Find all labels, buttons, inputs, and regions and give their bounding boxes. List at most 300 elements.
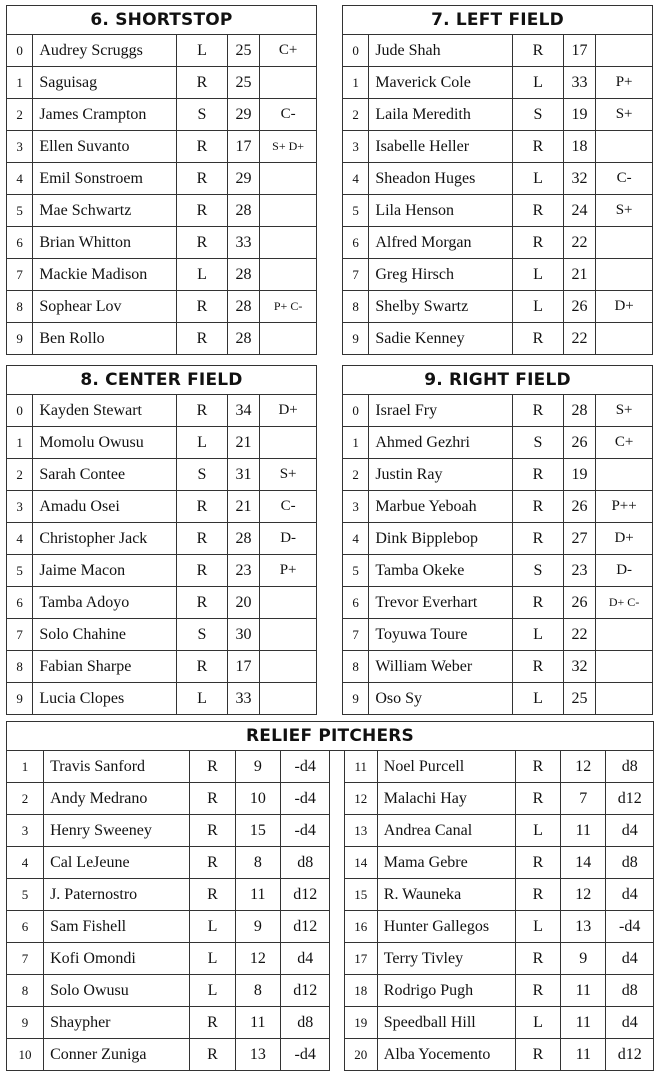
player-row bbox=[343, 227, 653, 259]
player-name: Amadu Osei bbox=[33, 491, 177, 523]
player-age: 33 bbox=[227, 683, 259, 715]
player-name: Jaime Macon bbox=[33, 555, 177, 587]
player-number: 0 bbox=[343, 35, 369, 67]
player-grade bbox=[596, 227, 653, 259]
player-number: 3 bbox=[7, 131, 33, 163]
player-age: 22 bbox=[563, 227, 595, 259]
pitcher-die: d12 bbox=[280, 879, 329, 911]
pitcher-hand: R bbox=[515, 751, 560, 783]
player-name: Tamba Adoyo bbox=[33, 587, 177, 619]
player-grade bbox=[596, 131, 653, 163]
pitcher-hand: L bbox=[190, 975, 235, 1007]
pitcher-row bbox=[7, 975, 654, 1007]
player-grade bbox=[260, 619, 317, 651]
pitcher-hand: R bbox=[515, 975, 560, 1007]
player-grade bbox=[260, 323, 317, 355]
pitcher-value: 11 bbox=[235, 879, 280, 911]
player-name: Trevor Everhart bbox=[369, 587, 513, 619]
player-age: 25 bbox=[227, 35, 259, 67]
player-age: 26 bbox=[563, 491, 595, 523]
player-row bbox=[7, 131, 317, 163]
pitcher-name: Shaypher bbox=[44, 1007, 190, 1039]
player-number: 8 bbox=[7, 651, 33, 683]
player-grade bbox=[596, 683, 653, 715]
player-number: 0 bbox=[7, 395, 33, 427]
pitcher-name: Conner Zuniga bbox=[44, 1039, 190, 1071]
player-grade: S+ D+ bbox=[260, 131, 317, 163]
pitcher-die: d4 bbox=[606, 943, 654, 975]
column-gap bbox=[330, 847, 344, 879]
player-number: 5 bbox=[7, 195, 33, 227]
pitcher-number: 6 bbox=[7, 911, 44, 943]
player-grade: C- bbox=[260, 99, 317, 131]
player-grade: D- bbox=[260, 523, 317, 555]
player-row bbox=[7, 195, 317, 227]
player-number: 8 bbox=[343, 291, 369, 323]
pitcher-name: Speedball Hill bbox=[377, 1007, 515, 1039]
player-number: 5 bbox=[7, 555, 33, 587]
player-row bbox=[7, 67, 317, 99]
player-number: 9 bbox=[7, 683, 33, 715]
player-hand: S bbox=[513, 555, 564, 587]
player-row bbox=[7, 459, 317, 491]
player-name: Sheadon Huges bbox=[369, 163, 513, 195]
pitcher-hand: R bbox=[190, 847, 235, 879]
pitcher-die: -d4 bbox=[606, 911, 654, 943]
player-number: 4 bbox=[7, 163, 33, 195]
pitcher-number: 9 bbox=[7, 1007, 44, 1039]
player-hand: R bbox=[177, 395, 228, 427]
player-number: 3 bbox=[343, 491, 369, 523]
pitcher-hand: R bbox=[190, 879, 235, 911]
player-age: 34 bbox=[227, 395, 259, 427]
player-row bbox=[343, 651, 653, 683]
player-hand: L bbox=[177, 427, 228, 459]
player-number: 6 bbox=[7, 227, 33, 259]
player-age: 19 bbox=[563, 459, 595, 491]
player-name: Mae Schwartz bbox=[33, 195, 177, 227]
player-number: 1 bbox=[343, 427, 369, 459]
pitcher-value: 11 bbox=[561, 975, 606, 1007]
column-gap bbox=[330, 1039, 344, 1071]
player-grade bbox=[596, 619, 653, 651]
player-number: 0 bbox=[343, 395, 369, 427]
player-grade bbox=[596, 259, 653, 291]
player-age: 33 bbox=[227, 227, 259, 259]
pitcher-name: J. Paternostro bbox=[44, 879, 190, 911]
player-hand: R bbox=[177, 131, 228, 163]
player-number: 1 bbox=[343, 67, 369, 99]
relief-title: RELIEF PITCHERS bbox=[7, 722, 654, 751]
pitcher-number: 10 bbox=[7, 1039, 44, 1071]
player-age: 28 bbox=[227, 323, 259, 355]
pitcher-die: d8 bbox=[606, 751, 654, 783]
pitcher-hand: R bbox=[190, 1039, 235, 1071]
pitcher-value: 8 bbox=[235, 975, 280, 1007]
player-hand: R bbox=[513, 523, 564, 555]
pitcher-die: d12 bbox=[280, 975, 329, 1007]
pitcher-die: d8 bbox=[606, 975, 654, 1007]
player-hand: R bbox=[513, 131, 564, 163]
player-name: William Weber bbox=[369, 651, 513, 683]
pitcher-name: R. Wauneka bbox=[377, 879, 515, 911]
pitcher-name: Solo Owusu bbox=[44, 975, 190, 1007]
player-hand: R bbox=[177, 555, 228, 587]
section-title: 6. SHORTSTOP bbox=[7, 6, 317, 35]
player-row bbox=[7, 427, 317, 459]
player-age: 28 bbox=[227, 259, 259, 291]
player-hand: R bbox=[177, 651, 228, 683]
pitcher-value: 9 bbox=[235, 751, 280, 783]
player-hand: R bbox=[177, 323, 228, 355]
player-hand: L bbox=[513, 259, 564, 291]
player-age: 25 bbox=[563, 683, 595, 715]
pitcher-number: 7 bbox=[7, 943, 44, 975]
pitcher-die: -d4 bbox=[280, 815, 329, 847]
player-hand: R bbox=[177, 195, 228, 227]
player-row bbox=[343, 99, 653, 131]
player-hand: S bbox=[177, 99, 228, 131]
player-name: Dink Bipplebop bbox=[369, 523, 513, 555]
pitcher-number: 16 bbox=[344, 911, 377, 943]
player-grade bbox=[260, 259, 317, 291]
player-age: 18 bbox=[563, 131, 595, 163]
player-row bbox=[7, 163, 317, 195]
pitcher-number: 1 bbox=[7, 751, 44, 783]
player-number: 7 bbox=[343, 259, 369, 291]
pitcher-value: 12 bbox=[561, 751, 606, 783]
pitcher-value: 10 bbox=[235, 783, 280, 815]
pitcher-die: d8 bbox=[280, 847, 329, 879]
pitcher-hand: R bbox=[515, 943, 560, 975]
player-row bbox=[7, 619, 317, 651]
position-table bbox=[342, 365, 653, 715]
player-number: 3 bbox=[343, 131, 369, 163]
pitcher-hand: R bbox=[190, 815, 235, 847]
pitcher-number: 5 bbox=[7, 879, 44, 911]
pitcher-name: Andy Medrano bbox=[44, 783, 190, 815]
column-gap bbox=[330, 815, 344, 847]
section-title: 8. CENTER FIELD bbox=[7, 366, 317, 395]
pitcher-name: Terry Tivley bbox=[377, 943, 515, 975]
player-name: Sadie Kenney bbox=[369, 323, 513, 355]
position-table bbox=[6, 365, 317, 715]
player-hand: S bbox=[513, 427, 564, 459]
player-grade: D+ bbox=[596, 291, 653, 323]
player-row bbox=[343, 35, 653, 67]
pitcher-die: d12 bbox=[606, 783, 654, 815]
pitcher-row bbox=[7, 815, 654, 847]
player-name: Emil Sonstroem bbox=[33, 163, 177, 195]
player-number: 3 bbox=[7, 491, 33, 523]
pitcher-hand: R bbox=[190, 751, 235, 783]
player-row bbox=[343, 427, 653, 459]
pitcher-name: Noel Purcell bbox=[377, 751, 515, 783]
player-row bbox=[7, 651, 317, 683]
pitcher-hand: R bbox=[190, 783, 235, 815]
pitcher-row bbox=[7, 783, 654, 815]
pitcher-hand: L bbox=[515, 815, 560, 847]
player-grade: S+ bbox=[596, 395, 653, 427]
player-number: 9 bbox=[7, 323, 33, 355]
player-age: 28 bbox=[227, 523, 259, 555]
player-name: Laila Meredith bbox=[369, 99, 513, 131]
player-age: 28 bbox=[227, 195, 259, 227]
player-grade bbox=[260, 67, 317, 99]
pitcher-hand: R bbox=[515, 879, 560, 911]
player-name: Jude Shah bbox=[369, 35, 513, 67]
pitcher-row bbox=[7, 943, 654, 975]
player-number: 0 bbox=[7, 35, 33, 67]
player-hand: R bbox=[177, 491, 228, 523]
player-age: 21 bbox=[227, 491, 259, 523]
pitcher-die: d12 bbox=[280, 911, 329, 943]
player-age: 26 bbox=[563, 291, 595, 323]
pitcher-row bbox=[7, 1007, 654, 1039]
player-hand: R bbox=[177, 67, 228, 99]
player-name: Tamba Okeke bbox=[369, 555, 513, 587]
pitcher-number: 11 bbox=[344, 751, 377, 783]
player-hand: R bbox=[513, 323, 564, 355]
pitcher-die: -d4 bbox=[280, 1039, 329, 1071]
player-grade bbox=[260, 227, 317, 259]
pitcher-name: Henry Sweeney bbox=[44, 815, 190, 847]
pitcher-value: 12 bbox=[561, 879, 606, 911]
player-grade: D+ C- bbox=[596, 587, 653, 619]
pitcher-name: Sam Fishell bbox=[44, 911, 190, 943]
pitcher-row bbox=[7, 879, 654, 911]
player-number: 1 bbox=[7, 67, 33, 99]
player-hand: L bbox=[513, 683, 564, 715]
position-table bbox=[6, 5, 317, 355]
player-number: 4 bbox=[343, 523, 369, 555]
player-name: Fabian Sharpe bbox=[33, 651, 177, 683]
player-hand: R bbox=[177, 163, 228, 195]
player-grade: C- bbox=[260, 491, 317, 523]
player-number: 4 bbox=[7, 523, 33, 555]
player-row bbox=[343, 131, 653, 163]
player-grade bbox=[260, 683, 317, 715]
player-age: 23 bbox=[563, 555, 595, 587]
player-hand: R bbox=[513, 491, 564, 523]
player-row bbox=[343, 459, 653, 491]
pitcher-number: 12 bbox=[344, 783, 377, 815]
pitcher-hand: L bbox=[190, 911, 235, 943]
player-number: 6 bbox=[343, 587, 369, 619]
pitcher-die: d4 bbox=[606, 815, 654, 847]
player-row bbox=[7, 523, 317, 555]
player-row bbox=[7, 587, 317, 619]
player-hand: R bbox=[513, 651, 564, 683]
pitcher-value: 13 bbox=[561, 911, 606, 943]
player-number: 1 bbox=[7, 427, 33, 459]
pitcher-value: 11 bbox=[561, 815, 606, 847]
player-hand: L bbox=[177, 259, 228, 291]
player-row bbox=[343, 163, 653, 195]
player-grade: D+ bbox=[260, 395, 317, 427]
player-grade bbox=[596, 323, 653, 355]
column-gap bbox=[330, 943, 344, 975]
player-grade bbox=[260, 163, 317, 195]
player-age: 17 bbox=[563, 35, 595, 67]
player-hand: L bbox=[513, 163, 564, 195]
player-row bbox=[7, 259, 317, 291]
player-name: Greg Hirsch bbox=[369, 259, 513, 291]
player-hand: L bbox=[177, 35, 228, 67]
pitcher-die: d12 bbox=[606, 1039, 654, 1071]
player-name: Ellen Suvanto bbox=[33, 131, 177, 163]
player-row bbox=[343, 491, 653, 523]
player-grade bbox=[596, 35, 653, 67]
pitcher-value: 12 bbox=[235, 943, 280, 975]
pitcher-number: 18 bbox=[344, 975, 377, 1007]
player-name: Brian Whitton bbox=[33, 227, 177, 259]
pitcher-name: Alba Yocemento bbox=[377, 1039, 515, 1071]
column-gap bbox=[330, 783, 344, 815]
player-age: 23 bbox=[227, 555, 259, 587]
player-age: 21 bbox=[227, 427, 259, 459]
player-hand: L bbox=[513, 291, 564, 323]
pitcher-number: 17 bbox=[344, 943, 377, 975]
player-row bbox=[7, 395, 317, 427]
pitcher-number: 15 bbox=[344, 879, 377, 911]
pitcher-hand: L bbox=[515, 1007, 560, 1039]
pitcher-die: d4 bbox=[280, 943, 329, 975]
player-number: 2 bbox=[7, 99, 33, 131]
player-row bbox=[343, 395, 653, 427]
player-number: 8 bbox=[343, 651, 369, 683]
position-table bbox=[342, 5, 653, 355]
player-grade: S+ bbox=[260, 459, 317, 491]
pitcher-hand: R bbox=[515, 783, 560, 815]
player-number: 7 bbox=[343, 619, 369, 651]
player-grade: P+ C- bbox=[260, 291, 317, 323]
player-name: Ahmed Gezhri bbox=[369, 427, 513, 459]
player-age: 30 bbox=[227, 619, 259, 651]
player-hand: R bbox=[513, 35, 564, 67]
player-row bbox=[343, 523, 653, 555]
player-number: 2 bbox=[343, 99, 369, 131]
player-age: 24 bbox=[563, 195, 595, 227]
pitcher-name: Kofi Omondi bbox=[44, 943, 190, 975]
player-number: 6 bbox=[343, 227, 369, 259]
player-name: Shelby Swartz bbox=[369, 291, 513, 323]
player-name: James Crampton bbox=[33, 99, 177, 131]
pitcher-number: 20 bbox=[344, 1039, 377, 1071]
player-grade bbox=[260, 587, 317, 619]
player-hand: R bbox=[513, 195, 564, 227]
pitcher-number: 14 bbox=[344, 847, 377, 879]
player-hand: R bbox=[513, 395, 564, 427]
player-grade: P+ bbox=[596, 67, 653, 99]
player-row bbox=[343, 555, 653, 587]
pitcher-name: Mama Gebre bbox=[377, 847, 515, 879]
player-row bbox=[7, 227, 317, 259]
player-grade: D+ bbox=[596, 523, 653, 555]
player-grade bbox=[260, 651, 317, 683]
player-row bbox=[7, 555, 317, 587]
player-grade: S+ bbox=[596, 99, 653, 131]
player-number: 8 bbox=[7, 291, 33, 323]
pitcher-row bbox=[7, 847, 654, 879]
player-row bbox=[343, 619, 653, 651]
player-grade: C+ bbox=[596, 427, 653, 459]
column-gap bbox=[330, 975, 344, 1007]
pitcher-row bbox=[7, 911, 654, 943]
player-name: Israel Fry bbox=[369, 395, 513, 427]
pitcher-value: 8 bbox=[235, 847, 280, 879]
player-name: Toyuwa Toure bbox=[369, 619, 513, 651]
pitcher-name: Andrea Canal bbox=[377, 815, 515, 847]
player-number: 5 bbox=[343, 195, 369, 227]
pitcher-die: d4 bbox=[606, 1007, 654, 1039]
player-age: 27 bbox=[563, 523, 595, 555]
pitcher-die: -d4 bbox=[280, 783, 329, 815]
player-hand: R bbox=[177, 227, 228, 259]
player-age: 17 bbox=[227, 131, 259, 163]
pitcher-name: Travis Sanford bbox=[44, 751, 190, 783]
pitcher-number: 8 bbox=[7, 975, 44, 1007]
pitcher-hand: R bbox=[515, 1039, 560, 1071]
player-number: 9 bbox=[343, 323, 369, 355]
pitcher-value: 11 bbox=[235, 1007, 280, 1039]
player-name: Oso Sy bbox=[369, 683, 513, 715]
player-age: 17 bbox=[227, 651, 259, 683]
player-hand: L bbox=[177, 683, 228, 715]
player-grade bbox=[260, 195, 317, 227]
player-name: Maverick Cole bbox=[369, 67, 513, 99]
pitcher-name: Hunter Gallegos bbox=[377, 911, 515, 943]
player-grade: C+ bbox=[260, 35, 317, 67]
player-age: 26 bbox=[563, 587, 595, 619]
pitcher-number: 13 bbox=[344, 815, 377, 847]
player-name: Sophear Lov bbox=[33, 291, 177, 323]
player-name: Lucia Clopes bbox=[33, 683, 177, 715]
player-hand: R bbox=[177, 587, 228, 619]
player-number: 4 bbox=[343, 163, 369, 195]
player-row bbox=[7, 323, 317, 355]
player-name: Alfred Morgan bbox=[369, 227, 513, 259]
player-row bbox=[343, 587, 653, 619]
player-grade bbox=[596, 459, 653, 491]
player-number: 7 bbox=[7, 259, 33, 291]
pitcher-value: 15 bbox=[235, 815, 280, 847]
pitcher-hand: L bbox=[190, 943, 235, 975]
column-gap bbox=[330, 879, 344, 911]
player-grade: C- bbox=[596, 163, 653, 195]
pitcher-number: 19 bbox=[344, 1007, 377, 1039]
player-name: Audrey Scruggs bbox=[33, 35, 177, 67]
player-row bbox=[7, 491, 317, 523]
player-age: 26 bbox=[563, 427, 595, 459]
player-number: 6 bbox=[7, 587, 33, 619]
pitcher-number: 2 bbox=[7, 783, 44, 815]
pitcher-hand: R bbox=[515, 847, 560, 879]
pitcher-value: 14 bbox=[561, 847, 606, 879]
player-name: Mackie Madison bbox=[33, 259, 177, 291]
player-row bbox=[343, 195, 653, 227]
player-grade bbox=[596, 651, 653, 683]
player-hand: R bbox=[177, 291, 228, 323]
player-grade: D- bbox=[596, 555, 653, 587]
player-name: Sarah Contee bbox=[33, 459, 177, 491]
player-name: Lila Henson bbox=[369, 195, 513, 227]
player-age: 32 bbox=[563, 651, 595, 683]
player-number: 2 bbox=[343, 459, 369, 491]
player-age: 28 bbox=[227, 291, 259, 323]
player-hand: S bbox=[513, 99, 564, 131]
player-hand: R bbox=[513, 587, 564, 619]
